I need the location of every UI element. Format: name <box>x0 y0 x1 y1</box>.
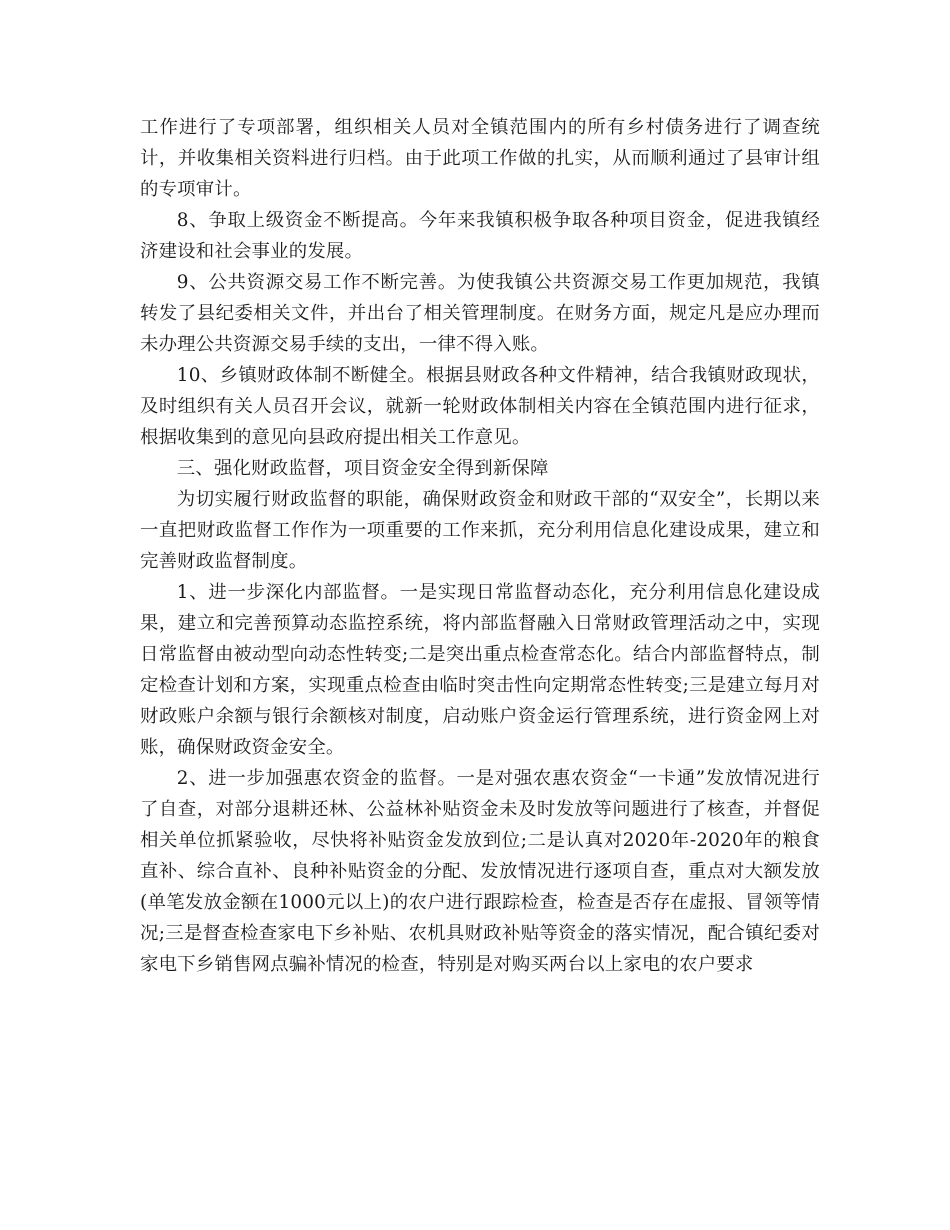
section-heading: 三、强化财政监督，项目资金安全得到新保障 <box>176 458 549 479</box>
paragraph-7: 2、进一步加强惠农资金的监督。一是对强农惠农资金“一卡通”发放情况进行了自查，对部分退耕还林、公益林补贴资金未及时发放等问题进行了核查，并督促相关单位抓紧验收，尽快将补贴资金发放到位;二是认真对2020年-2020年的粮食直补、综合直补、良种补贴资金的分配、发放情况进行逐项自查，重点对大额发放(单笔发放金额在1000元以上)的农户进行跟踪检查，检查是否存在虚报、冒领等情况;三是督查检查家电下乡补贴、农机具财政补贴等资金的落实情况，配合镇纪委对家电下乡销售网点骗补情况的检查，特别是对购买两台以上家电的农户要求 <box>140 768 820 975</box>
paragraph-5: 为切实履行财政监督的职能，确保财政资金和财政干部的“双安全”，长期以来一直把财政监督工作作为一项重要的工作来抓，充分利用信息化建设成果，建立和完善财政监督制度。 <box>140 489 820 572</box>
paragraph-3: 9、公共资源交易工作不断完善。为使我镇公共资源交易工作更加规范，我镇转发了县纪委相关文件，并出台了相关管理制度。在财务方面，规定凡是应办理而未办理公共资源交易手续的支出，一律不得入账。 <box>140 272 820 355</box>
paragraph-4: 10、乡镇财政体制不断健全。根据县财政各种文件精神，结合我镇财政现状，及时组织有关人员召开会议，就新一轮财政体制相关内容在全镇范围内进行征求，根据收集到的意见向县政府提出相关工作意见。 <box>140 365 820 448</box>
paragraph-6: 1、进一步深化内部监督。一是实现日常监督动态化，充分利用信息化建设成果，建立和完善预算动态监控系统，将内部监督融入日常财政管理活动之中，实现日常监督由被动型向动态性转变;二是突出重点检查常态化。结合内部监督特点，制定检查计划和方案，实现重点检查由临时突击性向定期常态性转变;三是建立每月对财政账户余额与银行余额核对制度，启动账户资金运行管理系统，进行资金网上对账，确保财政资金安全。 <box>140 582 820 758</box>
paragraph-1: 工作进行了专项部署，组织相关人员对全镇范围内的所有乡村债务进行了调查统计，并收集相关资料进行归档。由于此项工作做的扎实，从而顺利通过了县审计组的专项审计。 <box>140 117 820 200</box>
paragraph-2: 8、争取上级资金不断提高。今年来我镇积极争取各种项目资金，促进我镇经济建设和社会事业的发展。 <box>140 210 820 262</box>
